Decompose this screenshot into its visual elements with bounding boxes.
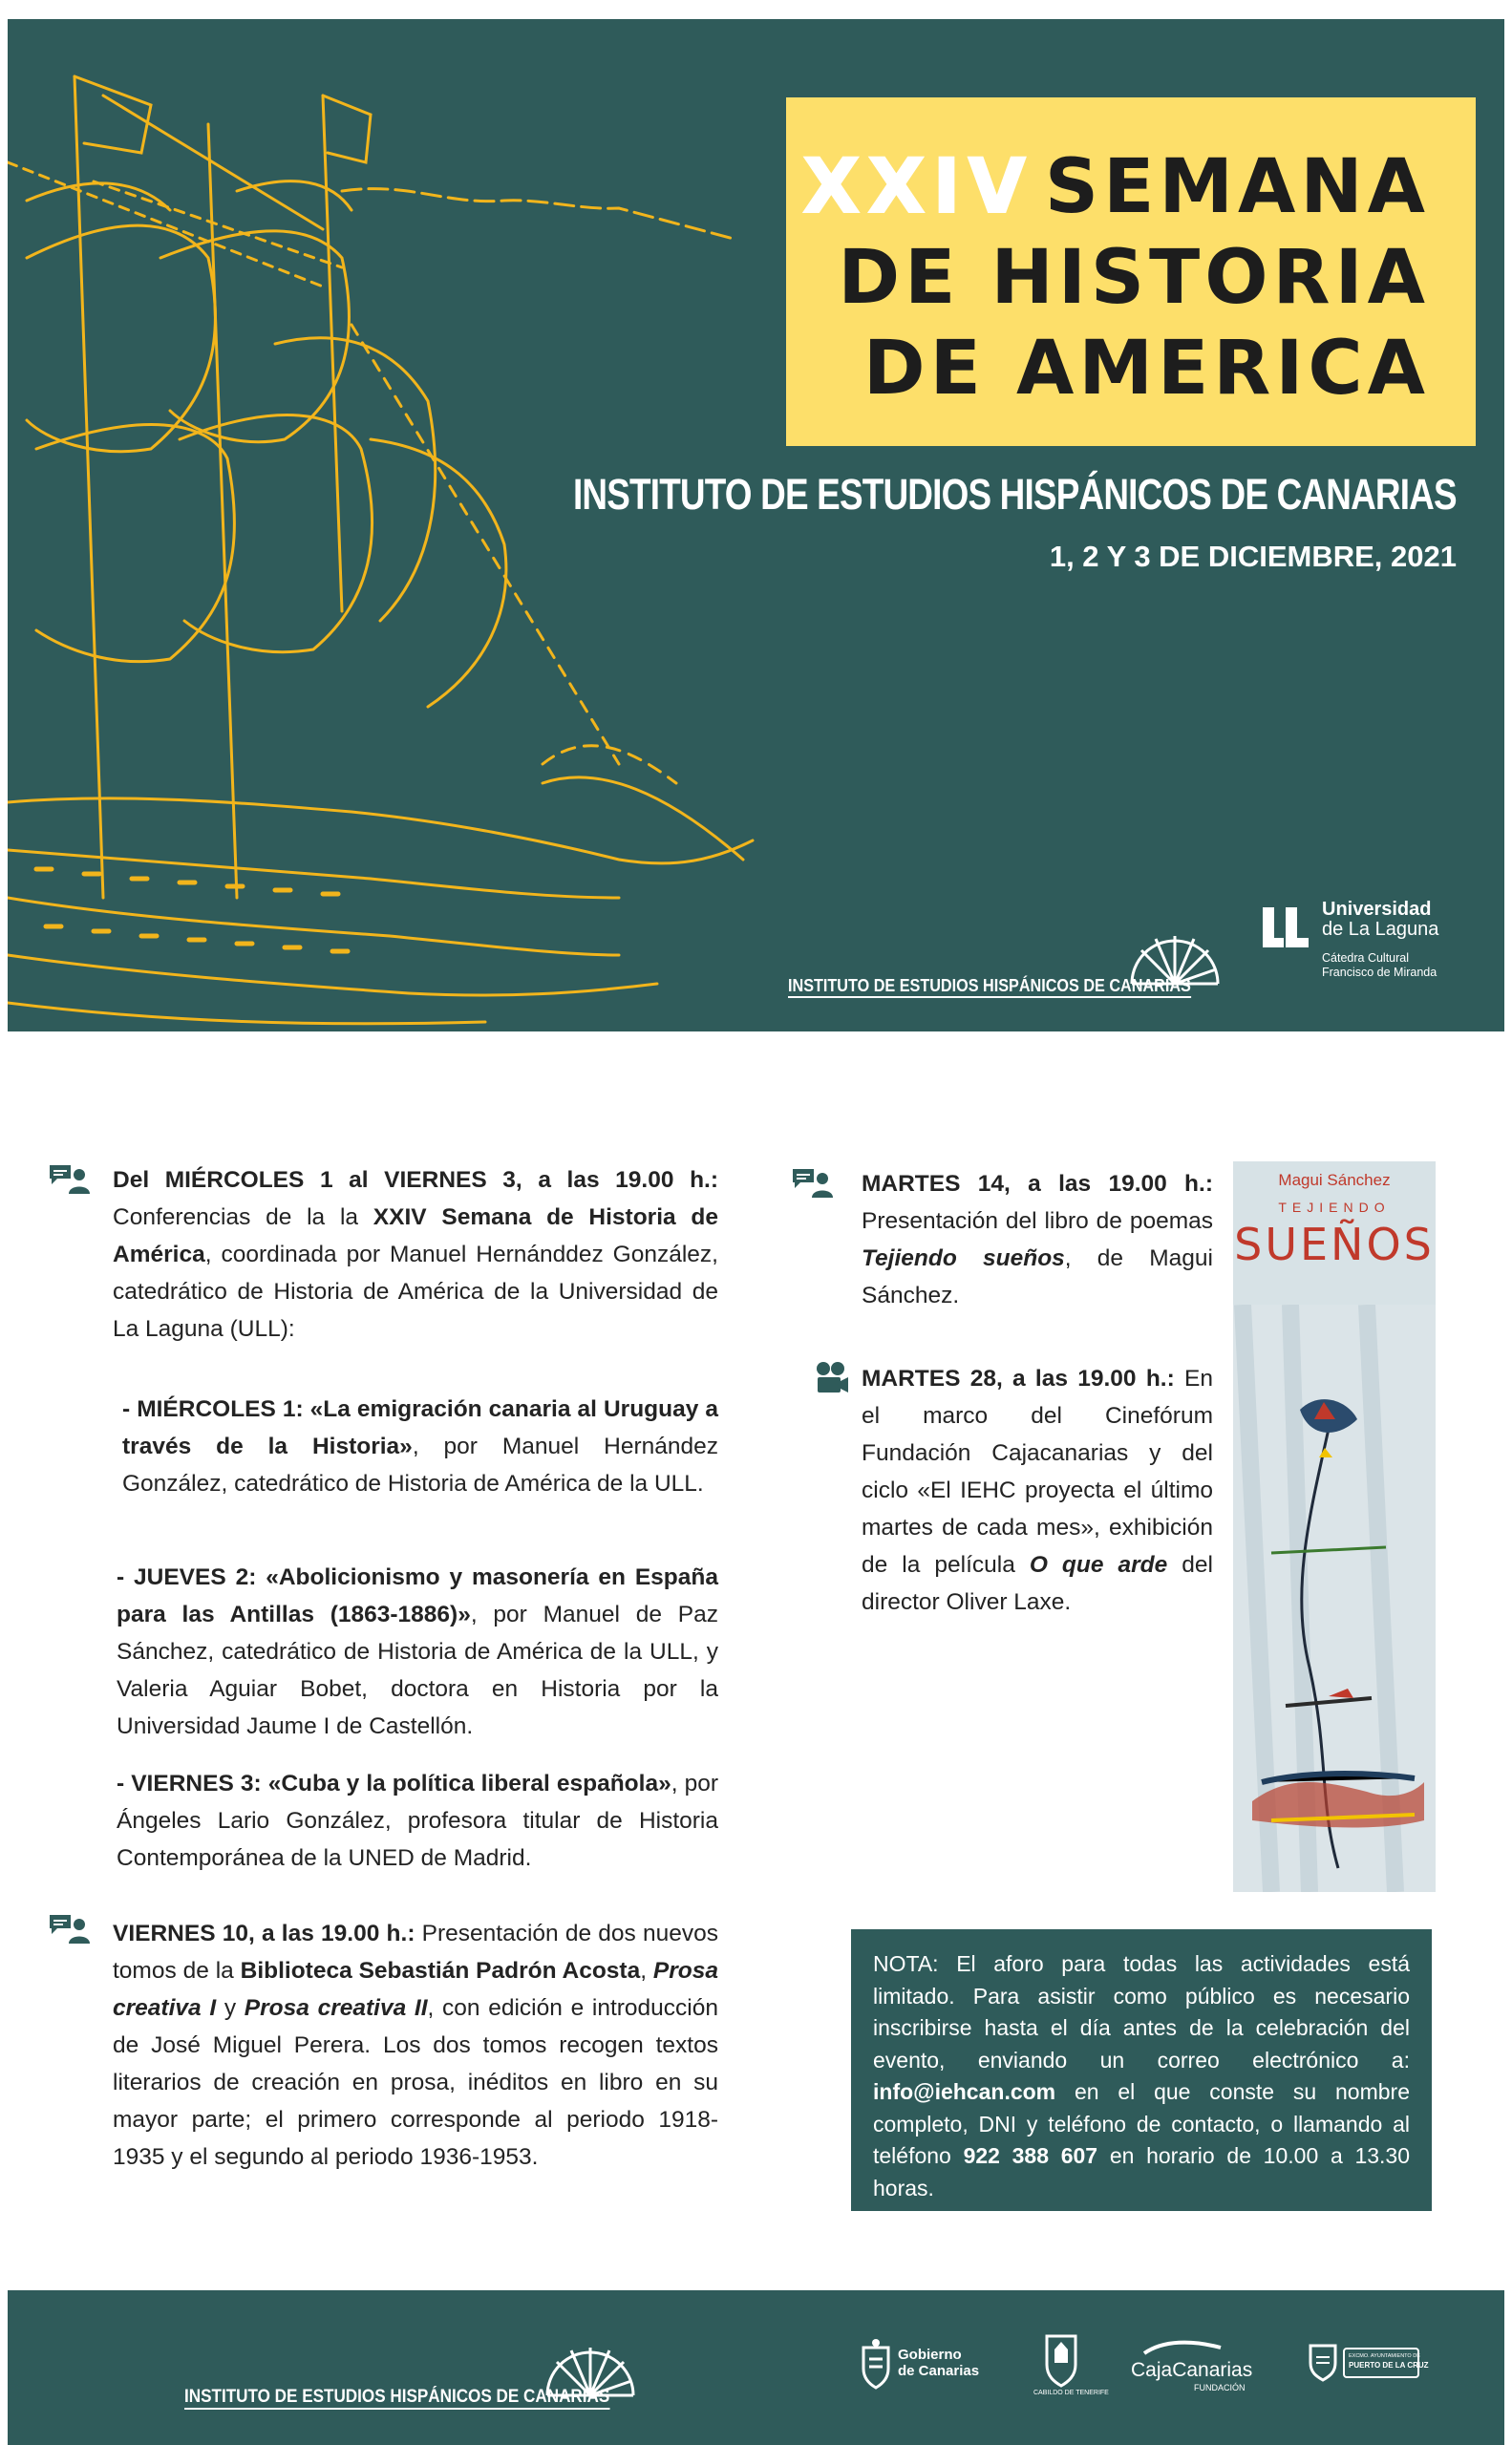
note-box: NOTA: El aforo para todas las actividades está limitado. Para asistir como público es necesario inscribirse hasta el día antes de la celebración del evento, enviando un correo electrónico a: info@iehcan.com en el que conste su nombre completo, DNI y teléfono de contacto, o llamando al teléfono 922 388 607 en horario de 10.00 a 13.30 horas.	[851, 1929, 1432, 2211]
header-banner	[8, 19, 1504, 1031]
book-pre-title: TEJIENDO	[1278, 1200, 1391, 1215]
poetry-chat-icon	[791, 1167, 833, 1200]
contact-email[interactable]: info@iehcan.com	[873, 2079, 1056, 2104]
ship-illustration	[8, 38, 772, 1031]
book-cover-image	[1233, 1161, 1436, 1892]
title-line-3: DE AMERICA	[862, 326, 1430, 412]
cabildo-tenerife-logo: CABILDO DE TENERIFE	[1037, 2330, 1085, 2392]
right-block-cineforum: MARTES 28, a las 19.00 h.: En el marco del Cinefórum Fundación Cajacanarias y del ciclo «El IEHC proyecta el último martes de cada mes», exhibición de la película O que arde del director Oliver Laxe.	[862, 1366, 1213, 1615]
title-box	[786, 97, 1476, 446]
title-roman-numeral: XXIV	[802, 144, 1033, 230]
film-camera-icon	[814, 1360, 850, 1398]
ayuntamiento-crest-icon	[1307, 2340, 1339, 2382]
right-block-poetry: MARTES 14, a las 19.00 h.: Presentación del libro de poemas Tejiendo sueños, de Magui Sánchez.	[862, 1171, 1213, 1308]
book-cover-painting	[1233, 1305, 1436, 1892]
semana-name: XXIV Semana de Historia de América	[113, 1204, 718, 1267]
session-wednesday: - MIÉRCOLES 1: «La emigración canaria al Uruguay a través de la Historia», por Manuel Hernández González, catedrático de Historia de América de la ULL.	[122, 1396, 718, 1497]
ayuntamiento-puerto-cruz-logo	[1307, 2340, 1429, 2387]
presentation-chat-icon	[48, 1913, 90, 1945]
gobierno-shield-icon	[860, 2338, 892, 2390]
session-friday: - VIERNES 3: «Cuba y la política liberal española», por Ángeles Lario González, profesora titular de Historia Contemporánea de la UNED de Madrid.	[117, 1771, 718, 1871]
cajacanarias-wave-icon	[1125, 2338, 1230, 2357]
cineforum-lead: MARTES 28, a las 19.00 h.:	[862, 1366, 1175, 1392]
title-line-2: DE HISTORIA	[838, 235, 1430, 321]
cajacanarias-logo: CajaCanarias FUNDACIÓN	[1125, 2338, 1230, 2362]
presentation-lead: VIERNES 10, a las 19.00 h.:	[113, 1921, 415, 1946]
conference-chat-icon	[48, 1163, 90, 1196]
ayuntamiento-label-box: EXCMO. AYUNTAMIENTO DE PUERTO DE LA CRUZ	[1343, 2348, 1419, 2378]
footer-logos-bar	[8, 2290, 1504, 2445]
book-title: SUEÑOS	[1234, 1219, 1435, 1270]
gobierno-canarias-logo: Gobierno de Canarias	[860, 2338, 892, 2394]
title-line-1: XXIV SEMANA	[802, 144, 1430, 230]
ull-logo	[1259, 898, 1498, 993]
left-block-conferences: Del MIÉRCOLES 1 al VIERNES 3, a las 19.00 h.: Conferencias de la la XXIV Semana de Historia de América, coordinada por Manuel Hernánddez González, catedrático de Historia de América de la Universidad de La Laguna (ULL):	[113, 1167, 718, 1342]
conferences-lead: Del MIÉRCOLES 1 al VIERNES 3, a las 19.00 h.:	[113, 1167, 718, 1193]
cabildo-crest-icon	[1037, 2330, 1085, 2388]
left-block-book-presentation: VIERNES 10, a las 19.00 h.: Presentación de dos nuevos tomos de la Biblioteca Sebastián Padrón Acosta, Prosa creativa I y Prosa creativa II, con edición e introducción de José Miguel Perera. Los dos tomos recogen textos literarios de creación en prosa, inéditos en libro en su mayor parte; el primero corresponde al periodo 1918-1935 y el segundo al periodo 1936-1953.	[113, 1921, 718, 2170]
ull-name: Universidad de La Laguna	[1322, 899, 1439, 940]
footer-iehc-logo	[184, 2324, 643, 2410]
iehc-logo	[788, 912, 1227, 998]
book-author: Magui Sánchez	[1278, 1171, 1391, 1189]
footer-iehc-text: INSTITUTO DE ESTUDIOS HISPÁNICOS DE CANARIAS	[184, 2387, 609, 2410]
event-dates: 1, 2 Y 3 DE DICIEMBRE, 2021	[1049, 540, 1457, 573]
ull-chair: Cátedra Cultural Francisco de Miranda	[1322, 951, 1437, 979]
poetry-lead: MARTES 14, a las 19.00 h.:	[862, 1171, 1213, 1197]
contact-phone[interactable]: 922 388 607	[963, 2143, 1098, 2168]
institute-title: INSTITUTO DE ESTUDIOS HISPÁNICOS DE CANARIAS	[573, 470, 1457, 519]
ull-mark-icon	[1259, 904, 1312, 951]
session-thursday: - JUEVES 2: «Abolicionismo y masonería en España para las Antillas (1863-1886)», por Manuel de Paz Sánchez, catedrático de Historia de América de la ULL, y Valeria Aguiar Bobet, doctora en Historia por la Universidad Jaume I de Castellón.	[117, 1564, 718, 1739]
iehc-logo-text: INSTITUTO DE ESTUDIOS HISPÁNICOS DE CANARIAS	[788, 976, 1191, 998]
